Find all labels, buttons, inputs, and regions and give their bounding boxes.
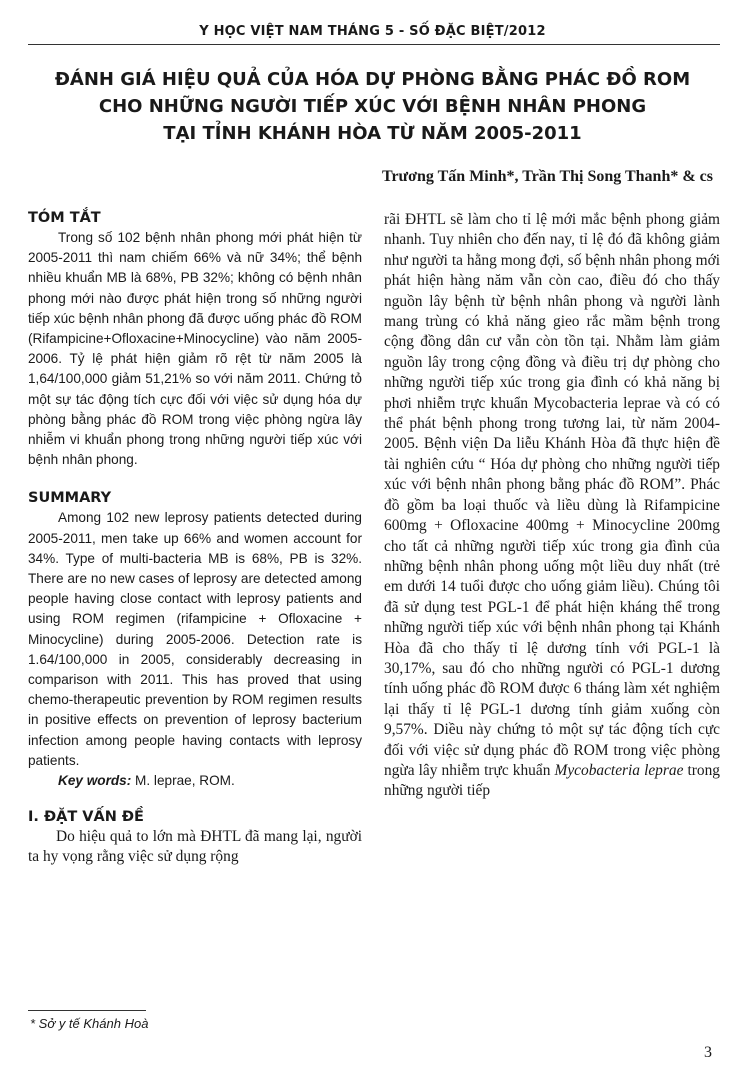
journal-header: Y HỌC VIỆT NAM THÁNG 5 - SỐ ĐẶC BIỆT/2012 bbox=[199, 24, 546, 39]
summary-heading: SUMMARY bbox=[28, 490, 112, 507]
abstract-heading: TÓM TẮT bbox=[28, 210, 101, 226]
species-name: Mycobacteria leprae bbox=[554, 761, 684, 779]
summary-text: Among 102 new leprosy patients detected during 2005-2011, men take up 66% and women account for 34%. Type of multi-bacteria MB is 68%, PB is 32%. There are no new cases of leprosy are detected among people having close contact with leprosy patients and using ROM regimen (rifampicine + Ofloxacine + Minocycline) during 2005-2006. Detection rate is 1.64/100,000 in 2005, considerably decreasing in comparison with 2011. This has proved that using chemo-therapeutic prevention by ROM regimen results in positive effects on prevention of leprosy bacterium infection among people having contacts with leprosy patients. bbox=[28, 510, 362, 768]
footnote-divider bbox=[28, 1010, 146, 1011]
author-line: Trương Tấn Minh*, Trần Thị Song Thanh* & cs bbox=[381, 168, 713, 185]
footnote: * Sở y tế Khánh Hoà bbox=[30, 1016, 149, 1031]
page-number: 3 bbox=[704, 1044, 712, 1061]
article-title bbox=[40, 66, 705, 147]
keywords-value: M. leprae, ROM. bbox=[131, 773, 235, 789]
footnote-text: Sở y tế Khánh Hoà bbox=[38, 1016, 149, 1031]
intro-text-right bbox=[384, 210, 720, 802]
header-divider bbox=[28, 44, 720, 45]
title-line-3: TẠI TỈNH KHÁNH HÒA TỪ NĂM 2005-2011 bbox=[163, 123, 582, 144]
title-line-2: CHO NHỮNG NGƯỜI TIẾP XÚC VỚI BỆNH NHÂN PHONG bbox=[98, 96, 647, 117]
intro-text-left: Do hiệu quả to lớn mà ĐHTL đã mang lại, người ta hy vọng rằng việc sử dụng rộng bbox=[28, 828, 362, 866]
title-line-1: ĐÁNH GIÁ HIỆU QUẢ CỦA HÓA DỰ PHÒNG BẰNG PHÁC ĐỒ ROM bbox=[54, 69, 691, 90]
intro-heading: I. ĐẶT VẤN ĐỀ bbox=[28, 809, 144, 826]
intro-text-right-part2: trong những người tiếp bbox=[384, 761, 720, 800]
left-column bbox=[28, 210, 362, 868]
section-spacer bbox=[28, 791, 362, 809]
keywords-label: Key words: bbox=[58, 773, 132, 789]
right-column bbox=[384, 210, 720, 802]
intro-text-right-part1: rãi ĐHTL sẽ làm cho tỉ lệ mới mắc bệnh phong giảm nhanh. Tuy nhiên cho đến nay, tỉ lệ đó đã không giảm như người ta hằng mong đợi, số bệnh nhân phong mới phát hiện hàng năm vẫn còn cao, điều đó cho thấy nguồn lây bệnh từ bệnh nhân phong và người lành mang trùng có khả năng gieo rắc mầm bệnh trong cộng đồng dân cư vẫn còn tồn tại. Nhằm làm giảm nguồn lây trong cộng đồng và điều trị dự phòng cho những người tiếp xúc trong gia đình có khả năng bị phơi nhiễm trực khuẩn Mycobacteria leprae và có có thể phát bệnh phong trong tương lai, từ năm 2004-2005. Bệnh viện Da liễu Khánh Hòa đã thực hiện đề tài nghiên cứu “ Hóa dự phòng cho những người tiếp xúc với bệnh nhân phong bằng phác đồ ROM”. Phác đồ gồm ba loại thuốc và liều dùng là Rifampicine 600mg + Ofloxacine 400mg + Minocycline 200mg cho tất cả những người tiếp xúc trong gia đình của những bệnh nhân phong uống một liều duy nhất (trẻ em dưới 14 tuổi được cho uống giảm liều). Chúng tôi đã sử dụng test PGL-1 để phát hiện kháng thể trong những người tiếp xúc với bệnh nhân phong tại Khánh Hòa đã cho thấy tỉ lệ dương tính với PGL-1 là 30,17%, sau đó cho những người có PGL-1 dương tính uống phác đồ ROM được 6 tháng làm xét nghiệm lại thấy tỉ lệ PGL-1 dương tính giảm xuống còn 9,57%. Diều này chứng tỏ một sự tác động tích cực đối với việc sử dụng phác đồ ROM trong việc phòng ngừa lây nhiễm trực khuẩn bbox=[384, 211, 720, 779]
abstract-text: Trong số 102 bệnh nhân phong mới phát hiện từ 2005-2011 thì nam chiếm 66% và nữ 34%; thể bệnh nhiều khuẩn MB là 68%, PB 32%; không có bệnh nhân phong mới nào được phát hiện trong số những người tiếp xúc bệnh nhân phong đã được uống phác đồ ROM (Rifampicine+Ofloxacine+Minocycline) vào năm 2005-2006. Tỷ lệ phát hiện giảm rõ rệt từ năm 2005 là 1,64/100,000 giảm 51,21% so với năm 2011. Chứng tỏ một sự tác động tích cực đối với việc sử dụng hóa dự phòng bằng phác đồ ROM trong việc phòng ngừa lây nhiễm vi khuẩn phong trong những người tiếp xúc với bệnh nhân phong. bbox=[28, 230, 362, 468]
keywords-line bbox=[28, 771, 362, 791]
section-spacer bbox=[28, 470, 362, 490]
